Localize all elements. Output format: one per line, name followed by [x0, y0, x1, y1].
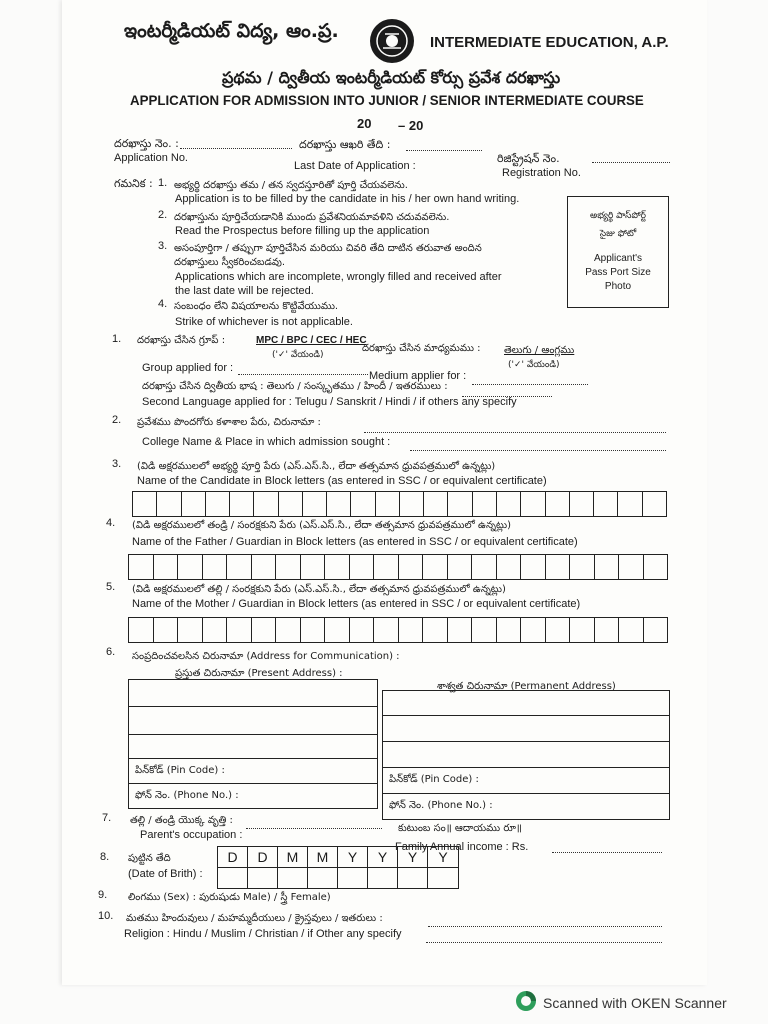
dob-cell-entry[interactable] [338, 868, 368, 888]
father-name-grid[interactable] [128, 554, 668, 580]
dob-cell-label: Y [428, 847, 458, 868]
letter-box[interactable] [497, 618, 522, 642]
last-date-field[interactable] [406, 150, 482, 151]
present-pin-label: పిన్‌కోడ్ (Pin Code) : [135, 765, 225, 776]
letter-box[interactable] [546, 492, 570, 516]
letter-box[interactable] [619, 555, 644, 579]
dob-cell-entry[interactable] [308, 868, 338, 888]
q1-tick-note: ('✓' వేయండి) [272, 350, 324, 360]
letter-box[interactable] [521, 492, 545, 516]
present-address-box[interactable] [128, 679, 378, 809]
permanent-address-line [383, 715, 669, 716]
photo-label-en1: Applicant's [593, 253, 643, 264]
letter-box[interactable] [618, 492, 642, 516]
permanent-pin-label: పిన్‌కోడ్ (Pin Code) : [389, 774, 479, 785]
date-of-birth-grid[interactable] [217, 846, 459, 889]
letter-box[interactable] [182, 492, 206, 516]
present-address-line [129, 758, 377, 759]
letter-box[interactable] [230, 492, 254, 516]
q7-income-label-te: కుటుంబ సం॥ ఆదాయము రూ॥ [398, 823, 522, 834]
letter-box[interactable] [497, 555, 522, 579]
dob-cell-entry[interactable] [248, 868, 278, 888]
letter-box[interactable] [644, 618, 668, 642]
dob-cell-entry[interactable] [368, 868, 398, 888]
letter-box[interactable] [133, 492, 157, 516]
q5-label-te: (విడి అక్షరములలో తల్లి / సంరక్షకుని పేరు (ఎస్.ఎస్.సి., లేదా తత్సమాన ధ్రువపత్రములో ఉన్నట్లు) [132, 584, 506, 595]
q2-number: 2. [112, 414, 122, 426]
letter-box[interactable] [399, 555, 424, 579]
letter-box[interactable] [154, 555, 179, 579]
q1-medium-options[interactable]: తెలుగు / ఆంగ్లము [504, 345, 575, 356]
letter-box[interactable] [203, 555, 228, 579]
letter-box[interactable] [276, 555, 301, 579]
note-3-num: 3. [158, 240, 168, 252]
letter-box[interactable] [473, 492, 497, 516]
letter-box[interactable] [129, 618, 154, 642]
dob-cell-entry[interactable] [428, 868, 458, 888]
letter-box[interactable] [376, 492, 400, 516]
letter-box[interactable] [424, 492, 448, 516]
letter-box[interactable] [399, 618, 424, 642]
photo-label-te1: అభ్యర్థి పాస్‌పోర్ట్ [590, 211, 646, 221]
present-address-line [129, 706, 377, 707]
q1-number: 1. [112, 333, 122, 345]
note-3-en-line2: the last date will be rejected. [175, 285, 314, 297]
letter-box[interactable] [521, 618, 546, 642]
q8-number: 8. [100, 851, 110, 863]
q8-label-en: (Date of Brith) : [128, 868, 203, 880]
note-3-en-line1: Applications which are incomplete, wrongly filled and received after [175, 271, 502, 283]
org-english-title: INTERMEDIATE EDUCATION, A.P. [430, 34, 669, 51]
permanent-address-line [383, 793, 669, 794]
note-4-en: Strike of whichever is not applicable. [175, 316, 353, 328]
q1-group-options[interactable]: MPC / BPC / CEC / HEC [256, 335, 367, 346]
scanner-text: Scanned with OKEN Scanner [543, 994, 727, 1011]
letter-box[interactable] [448, 618, 473, 642]
q3-number: 3. [112, 458, 122, 470]
reg-no-field[interactable] [592, 162, 670, 163]
form-title-telugu: ప్రథమ / ద్వితీయ ఇంటర్మీడియట్ కోర్సు ప్రవేశ దరఖాస్తు [222, 68, 561, 87]
q1-medium-label-en: Medium applier for : [369, 370, 467, 382]
letter-box[interactable] [643, 492, 666, 516]
year-prefix: 20 [357, 116, 372, 131]
note-2-te: దరఖాస్తును పూర్తిచేయడానికి ముందు ప్రవేశనియమావళిని చదువవలెను. [174, 212, 450, 223]
letter-box[interactable] [227, 618, 252, 642]
letter-box[interactable] [303, 492, 327, 516]
dob-cell-label: Y [368, 847, 398, 868]
dob-cell-label: Y [338, 847, 368, 868]
college-field-line1[interactable] [364, 432, 666, 433]
letter-box[interactable] [423, 618, 448, 642]
occupation-field[interactable] [246, 828, 382, 829]
q3-label-te: (విడి అక్షరములలో అభ్యర్థి పూర్తి పేరు (ఎస్.ఎస్.సి., లేదా తత్సమాన ధ్రువపత్రములో ఉన్నట్లు) [137, 461, 496, 472]
letter-box[interactable] [301, 618, 326, 642]
org-telugu-title: ఇంటర్మీడియట్ విద్య, ఆం.ప్ర. [124, 20, 339, 42]
q7-number: 7. [102, 812, 112, 824]
application-form-sheet [62, 0, 707, 985]
mother-name-grid[interactable] [128, 617, 668, 643]
letter-box[interactable] [178, 618, 203, 642]
note-2-num: 2. [158, 209, 168, 221]
reg-no-label-te: రిజిస్ట్రేషన్ నెం. [497, 152, 560, 165]
q4-number: 4. [106, 517, 116, 529]
letter-box[interactable] [276, 618, 301, 642]
year-suffix: – 20 [398, 118, 424, 133]
app-no-field[interactable] [180, 148, 292, 149]
q1-language-label-te: దరఖాస్తు చేసిన ద్వితీయ భాష : తెలుగు / సంస్కృతము / హిందీ / ఇతరములు : [142, 381, 448, 392]
permanent-address-line [383, 741, 669, 742]
dob-cell-label: D [218, 847, 248, 868]
letter-box[interactable] [254, 492, 278, 516]
note-1-num: 1. [158, 177, 168, 189]
dob-cell-entry[interactable] [278, 868, 308, 888]
dob-cell-label: D [248, 847, 278, 868]
q6-label: సంప్రదించవలసిన చిరునామా (Address for Communication) : [132, 651, 400, 662]
permanent-address-label: శాశ్వత చిరునామా (Permanent Address) [437, 681, 616, 692]
letter-box[interactable] [129, 555, 154, 579]
q3-label-en: Name of the Candidate in Block letters (as entered in SSC / or equivalent certificate) [137, 475, 547, 487]
letter-box[interactable] [351, 492, 375, 516]
letter-box[interactable] [350, 555, 375, 579]
letter-box[interactable] [448, 555, 473, 579]
q1-tick-note-2: ('✓' వేయండి) [508, 360, 560, 370]
dob-cell-entry[interactable] [218, 868, 248, 888]
dob-cell-entry[interactable] [398, 868, 428, 888]
q2-label-te: ప్రవేశము పొందగోరు కళాశాల పేరు, చిరునామా : [137, 417, 321, 428]
dob-cell-label: M [278, 847, 308, 868]
letter-box[interactable] [497, 492, 521, 516]
letter-box[interactable] [595, 555, 620, 579]
letter-box[interactable] [546, 618, 571, 642]
note-3-te-line1: అసంపూర్తిగా / తప్పుగా పూర్తిచేసిన మరియు చివరి తేది దాటిన తరువాత అందిన [174, 243, 482, 254]
permanent-address-line [383, 767, 669, 768]
letter-box[interactable] [619, 618, 644, 642]
permanent-phone-label: ఫోన్ నెం. (Phone No.) : [389, 800, 493, 811]
letter-box[interactable] [350, 618, 375, 642]
religion-field[interactable] [428, 926, 662, 927]
q8-label-te: పుట్టిన తేది [128, 853, 171, 864]
reg-no-label-en: Registration No. [502, 167, 581, 179]
q1-group-label-te: దరఖాస్తు చేసిన గ్రూప్ : [137, 335, 226, 346]
candidate-name-grid[interactable] [132, 491, 667, 517]
dob-cell-label: M [308, 847, 338, 868]
letter-box[interactable] [301, 555, 326, 579]
letter-box[interactable] [374, 555, 399, 579]
present-phone-label: ఫోన్ నెం. (Phone No.) : [135, 790, 239, 801]
scanner-logo-icon [515, 990, 537, 1015]
college-field-line2[interactable] [410, 450, 666, 451]
letter-box[interactable] [595, 618, 620, 642]
note-2-en: Read the Prospectus before filling up the application [175, 225, 430, 237]
photo-label-en3: Photo [604, 281, 632, 292]
photo-label-te2: సైజు ఫోటో [599, 229, 637, 239]
letter-box[interactable] [400, 492, 424, 516]
letter-box[interactable] [472, 555, 497, 579]
q10-number: 10. [98, 910, 114, 922]
note-3-te-line2: దరఖాస్తులు స్వీకరించబడవు. [174, 257, 286, 268]
letter-box[interactable] [325, 555, 350, 579]
notes-heading: గమనిక : [114, 177, 153, 190]
income-field[interactable] [552, 852, 662, 853]
letter-box[interactable] [423, 555, 448, 579]
letter-box[interactable] [374, 618, 399, 642]
form-title-english: APPLICATION FOR ADMISSION INTO JUNIOR / SENIOR INTERMEDIATE COURSE [130, 92, 644, 108]
permanent-address-box[interactable] [382, 690, 670, 820]
photo-label-en2: Pass Port Size [585, 267, 651, 278]
letter-box[interactable] [203, 618, 228, 642]
q9-sex-label: లింగము (Sex) : పురుషుడు Male) / స్త్రీ Female) [128, 892, 331, 903]
photo-box[interactable] [567, 196, 669, 308]
q7-income-label-en: Family Annual income : Rs. [395, 841, 529, 853]
letter-box[interactable] [327, 492, 351, 516]
letter-box[interactable] [227, 555, 252, 579]
letter-box[interactable] [154, 618, 179, 642]
religion-other-field[interactable] [426, 942, 662, 943]
app-no-label-en: Application No. [114, 152, 188, 164]
letter-box[interactable] [472, 618, 497, 642]
q1-medium-label-te: దరఖాస్తు చేసిన మాధ్యమము : [362, 343, 481, 354]
dob-cell-label: Y [398, 847, 428, 868]
q5-number: 5. [106, 581, 116, 593]
group-field[interactable] [238, 374, 368, 375]
scanner-watermark [515, 990, 727, 1015]
q9-number: 9. [98, 889, 108, 901]
letter-box[interactable] [252, 618, 277, 642]
note-4-num: 4. [158, 298, 168, 310]
letter-box[interactable] [570, 618, 595, 642]
q1-language-label-en: Second Language applied for : Telugu / Sanskrit / Hindi / if others any specify [142, 396, 517, 408]
q7-occupation-label-en: Parent's occupation : [140, 829, 243, 841]
present-address-line [129, 734, 377, 735]
letter-box[interactable] [570, 555, 595, 579]
note-1-te: అభ్యర్థి దరఖాస్తు తమ / తన స్వదస్తూరితో పూర్తి చేయవలెను. [174, 180, 408, 191]
note-1-en: Application is to be filled by the candidate in his / her own hand writing. [175, 193, 520, 205]
letter-box[interactable] [279, 492, 303, 516]
q1-group-label-en: Group applied for : [142, 362, 234, 374]
letter-box[interactable] [546, 555, 571, 579]
letter-box[interactable] [206, 492, 230, 516]
q4-label-te: (విడి అక్షరములలో తండ్రి / సంరక్షకుని పేరు (ఎస్.ఎస్.సి., లేదా తత్సమాన ధ్రువపత్రములో ఉన్నట్లు) [132, 520, 512, 531]
present-address-label: ప్రస్తుత చిరునామా (Present Address) : [175, 668, 343, 679]
q7-occupation-label-te: తల్లి / తండ్రి యొక్క వృత్తి : [130, 815, 233, 826]
app-no-label-te: దరఖాస్తు నెం. : [114, 137, 179, 150]
q4-label-en: Name of the Father / Guardian in Block letters (as entered in SSC / or equivalent certificate) [132, 536, 578, 548]
q5-label-en: Name of the Mother / Guardian in Block letters (as entered in SSC / or equivalent certificate) [132, 598, 581, 610]
state-emblem-logo [369, 18, 415, 64]
last-date-label-te: దరఖాస్తు ఆఖరి తేది : [299, 138, 391, 151]
q10-religion-label-en: Religion : Hindu / Muslim / Christian / if Other any specify [124, 928, 402, 940]
q6-number: 6. [106, 646, 116, 658]
letter-box[interactable] [178, 555, 203, 579]
note-4-te: సంబంధం లేని విషయాలను కొట్టివేయుము. [174, 301, 339, 312]
letter-box[interactable] [521, 555, 546, 579]
last-date-label-en: Last Date of Application : [294, 160, 416, 172]
letter-box[interactable] [252, 555, 277, 579]
letter-box[interactable] [157, 492, 181, 516]
q10-religion-label-te: మతము హిందువులు / మహమ్మదీయులు / క్రైస్తవులు / ఇతరులు : [126, 913, 383, 924]
present-address-line [129, 783, 377, 784]
medium-field[interactable] [472, 384, 588, 385]
letter-box[interactable] [325, 618, 350, 642]
letter-box[interactable] [594, 492, 618, 516]
q2-label-en: College Name & Place in which admission sought : [142, 436, 391, 448]
letter-box[interactable] [570, 492, 594, 516]
letter-box[interactable] [644, 555, 668, 579]
letter-box[interactable] [448, 492, 472, 516]
